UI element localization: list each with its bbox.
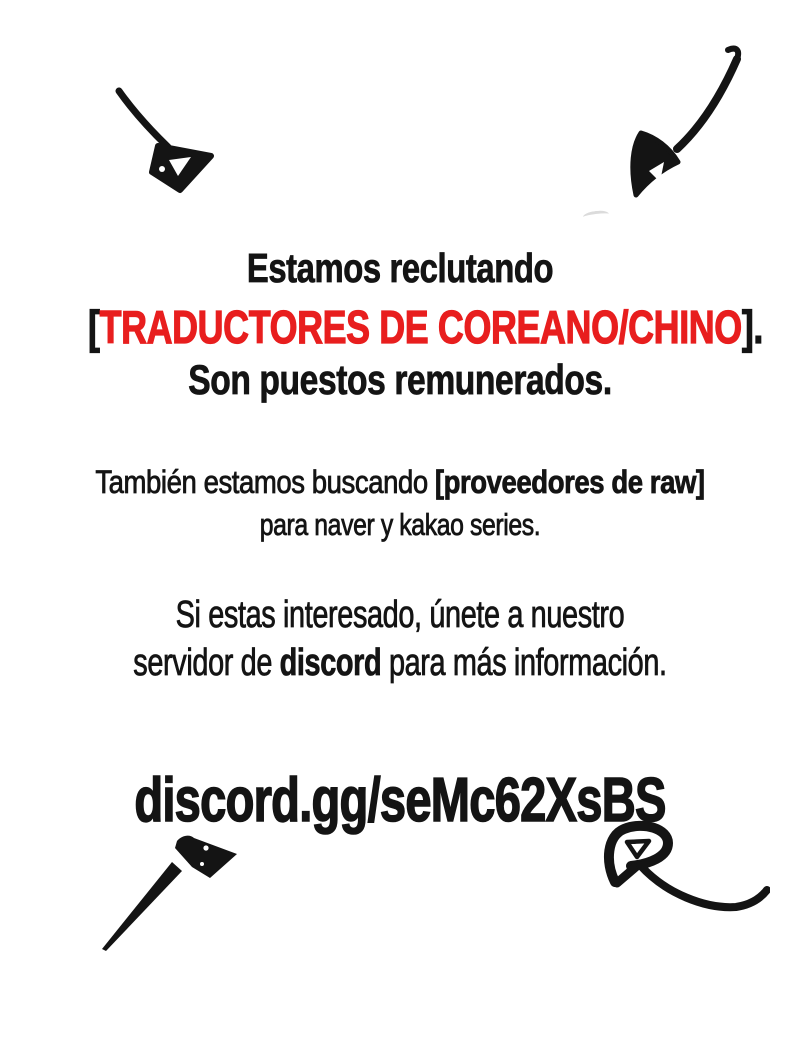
raw-providers-detail-line: para naver y kakao series.	[259, 507, 541, 542]
role-highlight-text: TRADUCTORES DE COREANO/CHINO	[99, 301, 742, 353]
hand-drawn-arrow-down-right-icon	[112, 86, 220, 196]
hand-drawn-arrow-up-right-icon	[95, 833, 245, 953]
cta-discord-word: discord	[279, 642, 382, 684]
role-bracket-close: ].	[741, 301, 763, 353]
raw-providers-line	[56, 466, 744, 498]
discord-invite-url: discord.gg/seMc62XsBS	[134, 766, 666, 835]
hand-drawn-arrow-up-left-icon	[598, 820, 770, 915]
hand-drawn-arrow-down-left-icon	[627, 43, 747, 201]
recruit-role-line	[88, 301, 763, 353]
role-bracket-open: [	[88, 301, 100, 353]
raw-providers-highlight: [proveedores de raw]	[434, 464, 705, 500]
cta-suffix: para más información.	[381, 642, 667, 684]
raw-providers-prefix: También estamos buscando	[95, 464, 435, 500]
paid-positions-line: Son puestos remunerados.	[188, 356, 612, 403]
discord-cta-line-1: Si estas interesado, únete a nuestro	[175, 594, 625, 636]
scan-smudge-mark	[583, 209, 610, 221]
cta-prefix: servidor de	[133, 642, 280, 684]
recruiting-intro-line: Estamos reclutando	[246, 245, 554, 291]
discord-cta-line-2	[96, 644, 704, 682]
